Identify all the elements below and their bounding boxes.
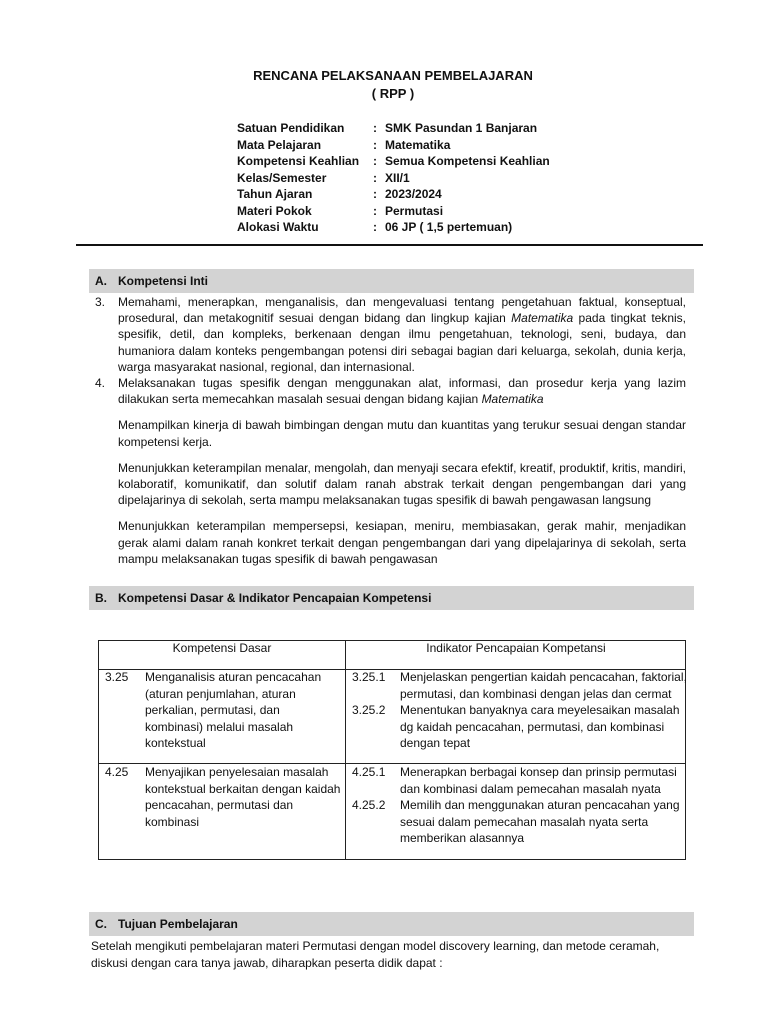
- section-b-header: B. Kompetensi Dasar & Indikator Pencapaian Kompetensi: [89, 586, 694, 610]
- identity-row: Materi Pokok : Permutasi: [237, 203, 444, 218]
- section-c-header: C. Tujuan Pembelajaran: [89, 912, 694, 936]
- document-subtitle: ( RPP ): [371, 86, 415, 101]
- ki-item-4: 4. Melaksanakan tugas spesifik dengan menggunakan alat, informasi, dan prosedur kerja yang lazim dilakukan serta memecahkan masalah sesuai dengan bidang kajian Matematika Menampilkan kinerja di bawah bimbingan dengan mutu dan kuantitas yang terukur sesuai dengan standar kompetensi kerja. Menunjukkan keterampilan menalar, mengolah, dan menyaji secara efektif, kreatif, produktif, kritis, mandiri, kolaboratif, komunikatif, dan solutif dalam ranah abstrak terkait dengan pengembangan dari yang dipelajarinya di sekolah, serta mampu melaksanakan tugas spesifik di bawah pengawasan langsung Menunjukkan keterampilan mempersepsi, kesiapan, meniru, membiasakan, gerak mahir, menjadikan gerak alami dalam ranah konkret terkait dengan pengembangan dari yang dipelajarinya di sekolah, serta mampu melaksanakan tugas spesifik di bawah pengawasan: [95, 376, 686, 566]
- identity-row: Mata Pelajaran : Matematika: [237, 137, 451, 152]
- identity-row: Kelas/Semester : XII/1: [237, 170, 410, 185]
- header-divider: [76, 244, 703, 246]
- identity-row: Alokasi Waktu : 06 JP ( 1,5 pertemuan): [237, 220, 513, 234]
- document-title: RENCANA PELAKSANAAN PEMBELAJARAN: [253, 68, 533, 83]
- identity-row: Kompetensi Keahlian : Semua Kompetensi Keahlian: [237, 154, 550, 168]
- competency-table: Kompetensi Dasar Indikator Pencapaian Kompetansi 3.25 Menganalisis aturan pencacahan (aturan penjumlahan, aturan perkalian, permutasi, dan kombinasi) melalui masalah kontekstual 3.25.1 Menjelaskan pengertian kaidah pencacahan, faktorial, permutasi, dan kombinasi dengan jelas dan cermat 3.25.2 Menentukan banyaknya cara meyelesaikan masalah dg kaidah pencacahan, permutasi, dan kombinasi dengan tepat 4.25 Menyajikan penyelesaian masalah kontekstual berkaitan dengan kaidah pencacahan, permutasi dan kombinasi 4.25.1 Menerapkan berbagai konsep dan prinsip permutasi dan kombinasi dalam pemecahan masalah nyata 4.25.2 Memilih dan menggunakan aturan pencacahan yang sesuai dalam pemecahan masalah nyata serta memberikan alasannya: [98, 640, 686, 860]
- ki-paragraph: Menunjukkan keterampilan mempersepsi, kesiapan, meniru, membiasakan, gerak mahir, menjadikan gerak alami dalam ranah konkret terkait dengan pengembangan dari yang dipelajarinya di sekolah, serta mampu melaksanakan tugas spesifik di bawah pengawasan: [118, 519, 686, 566]
- identity-row: Tahun Ajaran : 2023/2024: [237, 187, 442, 201]
- column-header-kd: Kompetensi Dasar: [172, 641, 272, 655]
- column-header-ipk: Indikator Pencapaian Kompetansi: [426, 641, 606, 655]
- ki-paragraph: Menunjukkan keterampilan menalar, mengolah, dan menyaji secara efektif, kreatif, produktif, kritis, mandiri, kolaboratif, komunikatif, dan solutif dalam ranah abstrak terkait dengan pengembangan dari yang dipelajarinya di sekolah, serta mampu melaksanakan tugas spesifik di bawah pengawasan langsung: [118, 460, 686, 508]
- ki-paragraph: Menampilkan kinerja di bawah bimbingan dengan mutu dan kuantitas yang terukur sesuai dengan standar kompetensi kerja.: [118, 418, 686, 449]
- identity-block: [237, 120, 550, 236]
- ki-item-3: 3. Memahami, menerapkan, menganalisis, dan mengevaluasi tentang pengetahuan faktual, konseptual, prosedural, dan metakognitif sesuai dengan bidang dan lingkup kajian Matematika pada tingkat teknis, spesifik, detil, dan kompleks, berkenaan dengan ilmu pengetahuan, teknologi, seni, budaya, dan humaniora dalam konteks pengembangan potensi diri sebagai bagian dari keluarga, sekolah, dunia kerja, warga masyarakat nasional, regional, dan internasional.: [95, 295, 686, 374]
- identity-row: Satuan Pendidikan : SMK Pasundan 1 Banjaran: [237, 121, 538, 135]
- section-a-header: A. Kompetensi Inti: [89, 269, 694, 293]
- learning-objectives-intro: Setelah mengikuti pembelajaran materi Permutasi dengan model discovery learning, dan metode ceramah, diskusi dengan cara tanya jawab, diharapkan peserta didik dapat :: [91, 939, 660, 970]
